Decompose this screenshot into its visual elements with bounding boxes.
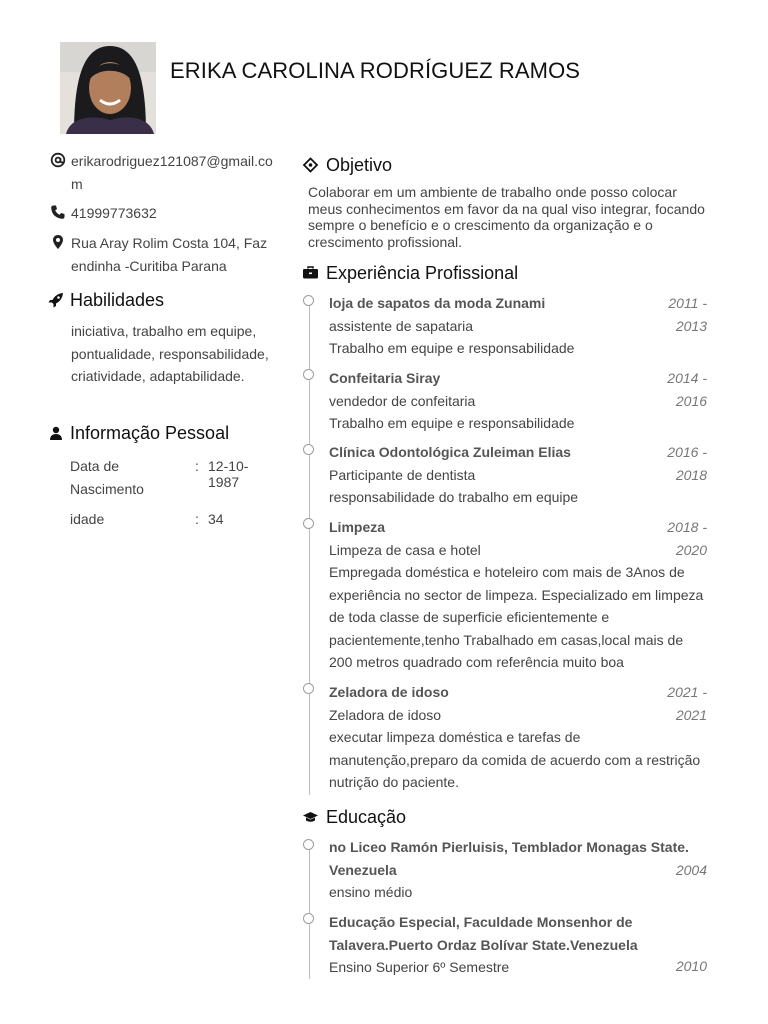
- experience-role: vendedor de confeitaria: [329, 392, 476, 409]
- experience-heading-text: Experiência Profissional: [326, 263, 519, 283]
- experience-end: 2020: [675, 541, 707, 558]
- experience-heading: [302, 263, 518, 284]
- birthdate-label: Data de Nascimento: [70, 458, 144, 497]
- location-pin-icon: [50, 234, 66, 250]
- target-icon: [302, 157, 319, 173]
- experience-end: 2018: [675, 466, 707, 483]
- experience-entry: [329, 441, 709, 509]
- timeline-dot: [303, 444, 314, 455]
- education-heading-text: Educação: [326, 807, 407, 827]
- experience-desc: responsabilidade do trabalho em equipe: [329, 489, 579, 505]
- experience-title: loja de sapatos da moda Zunami: [329, 295, 546, 311]
- experience-role: Participante de dentista: [329, 466, 476, 483]
- education-entry: [329, 836, 699, 904]
- experience-end: 2021: [675, 706, 707, 723]
- experience-entry: [329, 367, 709, 435]
- experience-start: 2021 -: [667, 684, 707, 700]
- email-text: erikarodriguez121087@gmail.com: [71, 153, 273, 192]
- birthdate-value: 12-10-1987: [208, 458, 249, 490]
- objective-heading: [302, 155, 392, 176]
- experience-desc: Trabalho em equipe e responsabilidade: [329, 415, 575, 431]
- rocket-icon: [48, 292, 64, 308]
- experience-start: 2018 -: [667, 519, 707, 535]
- education-entry: [329, 911, 659, 979]
- phone-text: 41999773632: [71, 205, 157, 221]
- education-desc: Ensino Superior 6º Semestre: [329, 959, 510, 975]
- education-year: 2010: [675, 958, 707, 974]
- age-colon: :: [195, 511, 199, 527]
- experience-date: [667, 516, 707, 561]
- timeline-dot: [303, 839, 314, 850]
- experience-date: [668, 292, 707, 337]
- experience-title: Zeladora de idoso: [329, 684, 449, 700]
- experience-date: [667, 681, 707, 726]
- experience-start: 2014 -: [667, 370, 707, 386]
- education-title: no Liceo Ramón Pierluisis, Temblador Monagas State. Venezuela: [329, 839, 689, 878]
- candidate-name: ERIKA CAROLINA RODRÍGUEZ RAMOS: [170, 58, 581, 83]
- person-icon: [48, 425, 64, 441]
- experience-entry: [329, 292, 709, 360]
- contact-email: [50, 150, 282, 195]
- skills-heading-text: Habilidades: [70, 290, 165, 310]
- skills-text: iniciativa, trabalho em equipe, pontualidade, responsabilidade, criatividade, adaptabilidade.: [71, 323, 269, 384]
- birthdate-colon: :: [195, 458, 199, 474]
- experience-end: 2013: [675, 317, 707, 334]
- graduation-cap-icon: [302, 809, 319, 825]
- experience-desc: executar limpeza doméstica e tarefas de manutenção,preparo da comida de acuerdo com a restrição nutrição do paciente.: [329, 729, 701, 790]
- experience-date: [667, 367, 707, 412]
- contact-address: [50, 232, 282, 277]
- objective-heading-text: Objetivo: [326, 155, 393, 175]
- experience-start: 2011 -: [668, 295, 707, 311]
- education-heading: [302, 807, 406, 828]
- experience-start: 2016 -: [667, 444, 707, 460]
- education-title: Educação Especial, Faculdade Monsenhor de Talavera.Puerto Ordaz Bolívar State.Venezuela: [329, 914, 638, 953]
- experience-role: assistente de sapataria: [329, 317, 473, 334]
- age-value: 34: [208, 511, 224, 527]
- objective-text: Colaborar em um ambiente de trabalho onde posso colocar meus conhecimentos em favor da na qual viso integrar, focando sempre o benefício e o crescimento da organização e o crescimento profissional.: [308, 184, 705, 250]
- experience-role: Limpeza de casa e hotel: [329, 541, 481, 558]
- personal-info-heading: [48, 423, 229, 444]
- timeline-dot: [303, 683, 314, 694]
- briefcase-icon: [302, 265, 319, 281]
- timeline-dot: [303, 369, 314, 380]
- at-icon: [50, 152, 66, 168]
- experience-end: 2016: [675, 392, 707, 409]
- skills-heading: [48, 290, 164, 311]
- experience-entry: [329, 516, 709, 674]
- experience-entry: [329, 681, 709, 794]
- contact-phone: [50, 202, 282, 225]
- experience-title: Limpeza: [329, 519, 386, 535]
- address-text: Rua Aray Rolim Costa 104, Faz endinha -Curitiba Parana: [71, 235, 268, 274]
- phone-icon: [50, 204, 66, 220]
- experience-desc: Empregada doméstica e hoteleiro com mais de 3Anos de experiência no sector de limpeza. Especializado em limpeza de toda classe de superficie eficientemente e pacientemente,tenho Trabalhado em casas,local mais de 200 metros quadrado com referência muito boa: [329, 564, 704, 670]
- profile-photo: [60, 42, 156, 134]
- timeline-dot: [303, 518, 314, 529]
- timeline-dot: [303, 295, 314, 306]
- experience-role: Zeladora de idoso: [329, 706, 442, 723]
- personal-info-heading-text: Informação Pessoal: [70, 423, 230, 443]
- age-label: idade: [70, 511, 105, 527]
- education-year: 2004: [675, 862, 707, 878]
- experience-date: [667, 441, 707, 486]
- education-timeline-line: [309, 844, 310, 979]
- education-desc: ensino médio: [329, 884, 413, 900]
- experience-desc: Trabalho em equipe e responsabilidade: [329, 340, 575, 356]
- timeline-dot: [303, 913, 314, 924]
- experience-title: Clínica Odontológica Zuleiman Elias: [329, 444, 571, 460]
- experience-title: Confeitaria Siray: [329, 370, 441, 386]
